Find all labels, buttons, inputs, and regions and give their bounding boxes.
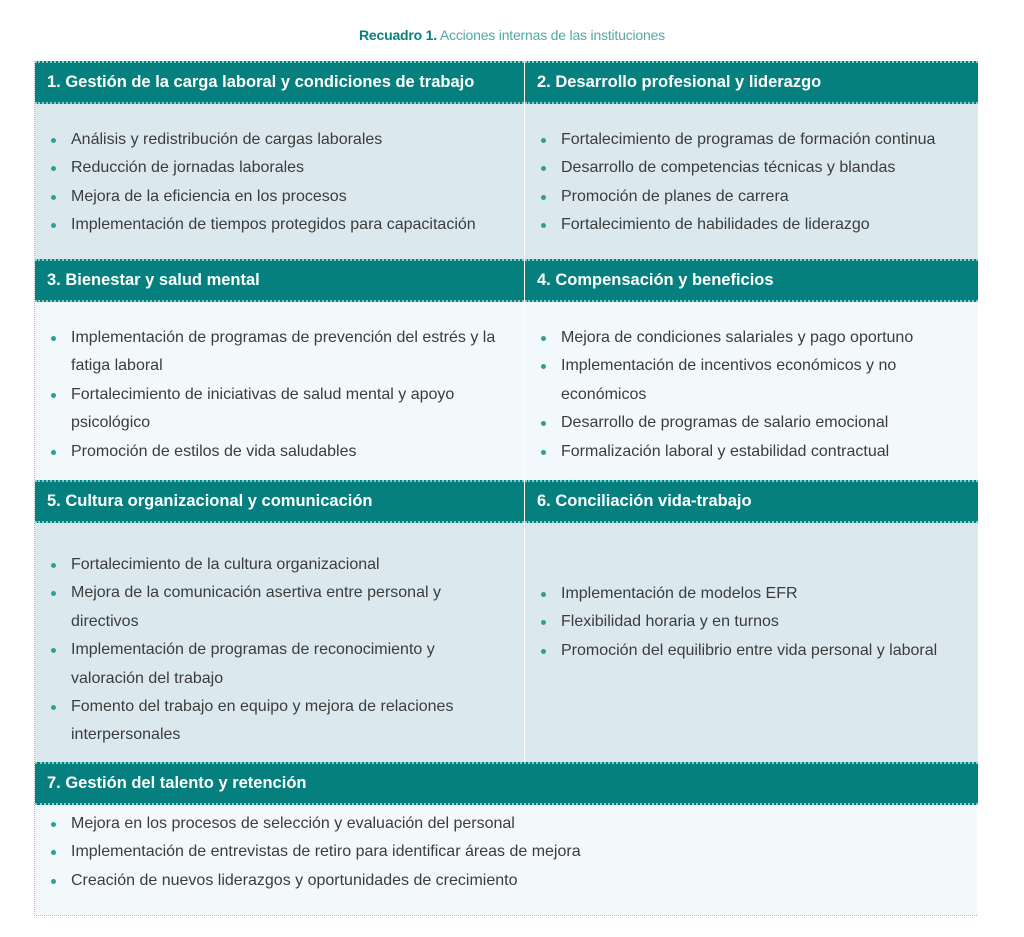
section-list-3 bbox=[35, 324, 515, 466]
section-header-1: 1. Gestión de la carga laboral y condiciones de trabajo bbox=[35, 61, 524, 104]
section-header-7: 7. Gestión del talento y retención bbox=[35, 762, 978, 805]
section-header-2: 2. Desarrollo profesional y liderazgo bbox=[525, 61, 978, 104]
section-list-5 bbox=[35, 551, 495, 750]
list-item: Creación de nuevos liderazgos y oportunidades de crecimiento bbox=[35, 867, 935, 895]
section-list-1 bbox=[35, 126, 524, 240]
section-body-3 bbox=[35, 302, 524, 480]
section-header-5: 5. Cultura organizacional y comunicación bbox=[35, 480, 524, 523]
list-item: Promoción de estilos de vida saludables bbox=[35, 438, 515, 466]
list-item: Implementación de entrevistas de retiro para identificar áreas de mejora bbox=[35, 838, 935, 866]
list-item: Reducción de jornadas laborales bbox=[35, 154, 524, 182]
list-item: Flexibilidad horaria y en turnos bbox=[525, 608, 945, 636]
caption-text: Acciones internas de las instituciones bbox=[439, 27, 665, 43]
figure-caption bbox=[0, 27, 1024, 43]
list-item: Promoción del equilibrio entre vida personal y laboral bbox=[525, 637, 945, 665]
list-item: Formalización laboral y estabilidad contractual bbox=[525, 438, 945, 466]
list-item: Fortalecimiento de iniciativas de salud mental y apoyo psicológico bbox=[35, 381, 515, 438]
section-header-6: 6. Conciliación vida-trabajo bbox=[525, 480, 978, 523]
list-item: Implementación de modelos EFR bbox=[525, 580, 945, 608]
section-body-2 bbox=[525, 104, 978, 259]
list-item: Promoción de planes de carrera bbox=[525, 183, 978, 211]
section-body-6 bbox=[525, 523, 978, 762]
list-item: Fortalecimiento de la cultura organizacional bbox=[35, 551, 495, 579]
list-item: Implementación de programas de reconocimiento y valoración del trabajo bbox=[35, 636, 495, 693]
section-body-5 bbox=[35, 523, 524, 762]
section-header-4: 4. Compensación y beneficios bbox=[525, 259, 978, 302]
caption-label: Recuadro 1. bbox=[359, 27, 437, 43]
list-item: Mejora de la comunicación asertiva entre personal y directivos bbox=[35, 579, 495, 636]
list-item: Mejora de la eficiencia en los procesos bbox=[35, 183, 524, 211]
section-body-7 bbox=[35, 805, 977, 915]
list-item: Fortalecimiento de programas de formación continua bbox=[525, 126, 978, 154]
section-body-1 bbox=[35, 104, 524, 259]
list-item: Implementación de programas de prevención del estrés y la fatiga laboral bbox=[35, 324, 515, 381]
list-item: Desarrollo de competencias técnicas y blandas bbox=[525, 154, 978, 182]
list-item: Implementación de tiempos protegidos para capacitación bbox=[35, 211, 524, 239]
list-item: Implementación de incentivos económicos y no económicos bbox=[525, 352, 945, 409]
section-list-4 bbox=[525, 324, 945, 466]
list-item: Análisis y redistribución de cargas laborales bbox=[35, 126, 524, 154]
section-list-7 bbox=[35, 810, 935, 895]
section-body-4 bbox=[525, 302, 978, 480]
actions-table bbox=[34, 61, 977, 916]
list-item: Mejora en los procesos de selección y evaluación del personal bbox=[35, 810, 935, 838]
list-item: Fortalecimiento de habilidades de liderazgo bbox=[525, 211, 978, 239]
section-list-6 bbox=[525, 580, 945, 665]
section-header-3: 3. Bienestar y salud mental bbox=[35, 259, 524, 302]
list-item: Fomento del trabajo en equipo y mejora de relaciones interpersonales bbox=[35, 693, 495, 750]
section-list-2 bbox=[525, 126, 978, 240]
list-item: Mejora de condiciones salariales y pago oportuno bbox=[525, 324, 945, 352]
list-item: Desarrollo de programas de salario emocional bbox=[525, 409, 945, 437]
